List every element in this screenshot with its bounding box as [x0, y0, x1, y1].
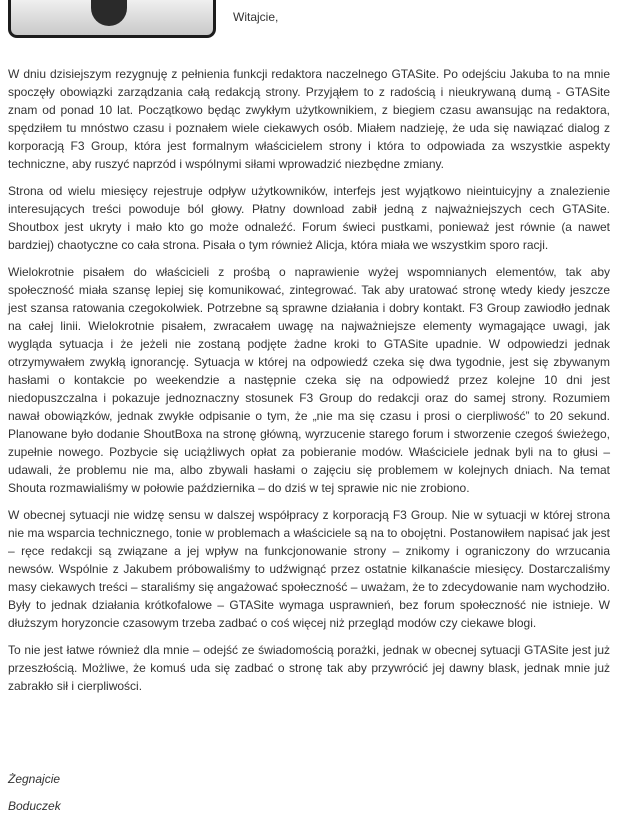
paragraph-owner-contact: Wielokrotnie pisałem do właścicieli z prośbą o naprawienie wyżej wspomnianych elementów, tak aby społeczność miała szansę lepiej się komunikować, zintegrować. Tak aby uratować stronę wtedy kiedy jeszcze jest szansa ratowania czegokolwiek. Potrzebne są sprawne działania i dobry kontakt. F3 Group zawiodło jednak na całej linii. Wielokrotnie pisałem, zwracałem uwagę na najważniejsze elementy wymagające uwagi, jak wygląda sytuacja i że jeżeli nie zostaną podjęte żadne kroki to GTASite upadnie. W odpowiedzi jednak otrzymywałem zwykłą ignorancję. Sytuacja w której na odpowiedź czeka się dwa tygodnie, jest się zbywanym hasłami o kontakcie po weekendzie a następnie czeka się na odpowiedź przez kolejne 10 dni jest niedopuszczalna i pokazuje jednoznaczny stosunek F3 Group do redakcji oraz do samej strony. Rozumiem nawał obowiązków, jednak zwykłe odpisanie o tym, że „nie ma się czasu i prosi o cierpliwość” to 20 sekund. Planowane było dodanie ShoutBoxa na stronę główną, wyrzucenie starego forum i stworzenie czegoś świeżego, zupełnie nowego. Pozbycie się uciążliwych opłat za pobieranie modów. Właściciele jednak byli na to głusi – udawali, że problemu nie ma, albo zbywali hasłami o zajęciu się problemem w kolejnych dniach. Na temat Shouta rozmawialiśmy w połowie października – do dziś w tej sprawie nic nie zrobiono.: [8, 265, 610, 495]
paragraph-cooperation-end: W obecnej sytuacji nie widzę sensu w dalszej współpracy z korporacją F3 Group. Nie w sytuacji w której strona nie ma wsparcia technicznego, tonie w problemach a właściciele są na to obojętni. Postanowiłem napisać jak jest – ręce redakcji są związane a jej wpływ na funkcjonowanie strony – znikomy i ograniczony do wrzucania newsów. Wspólnie z Jakubem próbowaliśmy to udźwignąć przez ostatnie kilkanaście miesięcy. Dostarczaliśmy masy ciekawych treści – staraliśmy się angażować społeczność – uważam, że to zdecydowanie nam wychodziło. Były to jednak działania krótkofalowe – GTASite wymaga usprawnień, bez forum społeczność nie istnieje. W dłuższym horyzoncie czasowym trzeba zadbać o coś więcej niż przegląd modów czy ciekawe blogi.: [8, 508, 610, 630]
article-body: [8, 65, 610, 704]
paragraph-farewell: To nie jest łatwe również dla mnie – odejść ze świadomością porażki, jednak w obecnej sytuacji GTASite jest już przeszłością. Możliwe, że komuś uda się zadbać o stronę tak aby przywrócić jej dawny blask, jednak mnie już zabrakło sił i cierpliwości.: [8, 643, 610, 693]
greeting: Witajcie,: [233, 10, 279, 24]
paragraph-resignation: W dniu dzisiejszym rezygnuję z pełnienia funkcji redaktora naczelnego GTASite. Po odejściu Jakuba to na mnie spoczęły obowiązki zarządzania całą redakcją strony. Przyjąłem to z radością i nieukrywaną dumą - GTASite znam od ponad 10 lat. Początkowo będąc zwykłym użytkownikiem, z biegiem czasu awansując na redaktora, spędziłem tu mnóstwo czasu i poznałem wiele ciekawych osób. Miałem nadzieję, że uda się nawiązać dialog z korporacją F3 Group, która jest formalnym właścicielem strony i która to odpowiada za wszystkie aspekty techniczne, aby ruszyć naprzód i wspólnymi siłami wprowadzić niezbędne zmiany.: [8, 67, 610, 171]
author-photo: [8, 0, 216, 38]
author-silhouette: [91, 0, 127, 26]
author-signature: Boduczek: [8, 799, 61, 813]
signoff: Żegnajcie: [8, 772, 61, 786]
paragraph-site-problems: Strona od wielu miesięcy rejestruje odpływ użytkowników, interfejs jest wyjątkowo nieintuicyjny a znalezienie interesujących treści powoduje ból głowy. Płatny download zabił jedną z najważniejszych cech GTASite. Shoutbox jest ukryty i mało kto go może odnaleźć. Forum świeci pustkami, ponieważ jest równie (a nawet bardziej) chaotyczne co cała strona. Pisała o tym również Alicja, która miała we wszystkim sporo racji.: [8, 184, 610, 252]
